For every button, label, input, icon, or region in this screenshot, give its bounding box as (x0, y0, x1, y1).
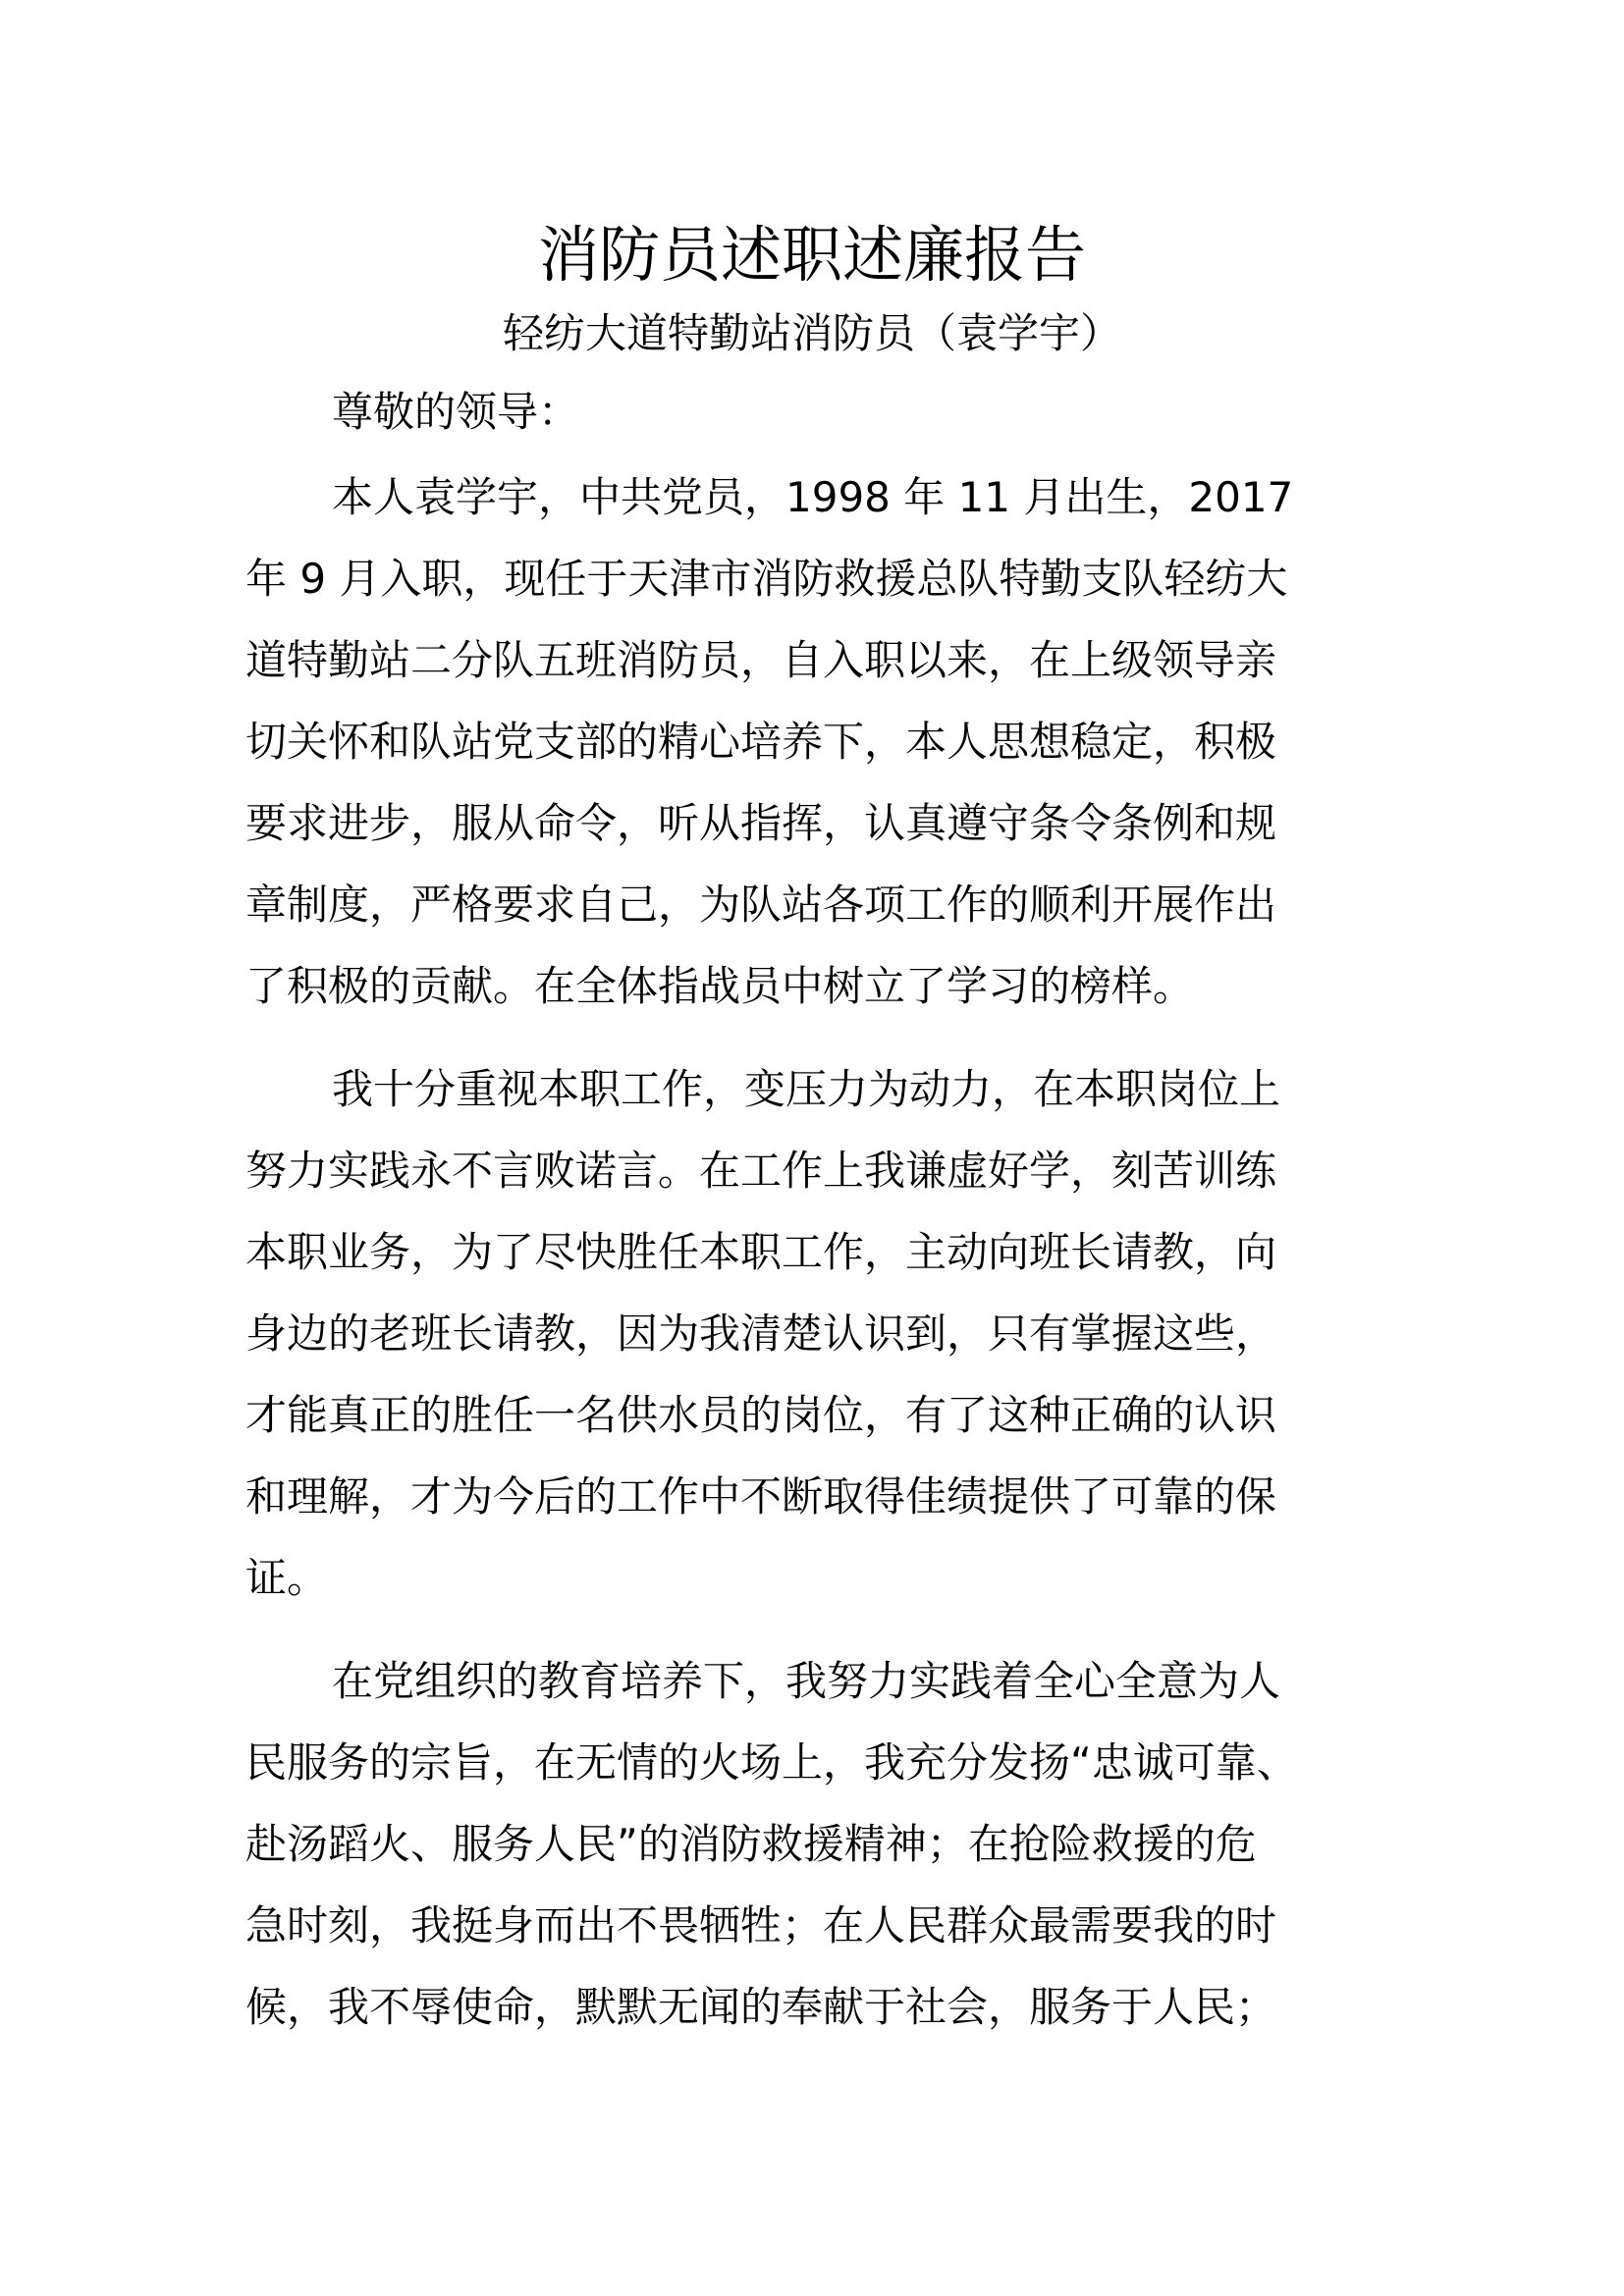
paragraph-line: 证。 (245, 1554, 329, 1602)
paragraph-line: 道特勤站二分队五班消防员，自入职以来，在上级领导亲 (245, 636, 1277, 684)
paragraph-line: 我十分重视本职工作，变压力为动力，在本职岗位上 (332, 1065, 1281, 1113)
paragraph-line: 身边的老班长请教，因为我清楚认识到，只有掌握这些， (245, 1309, 1277, 1358)
document-subtitle: 轻纺大道特勤站消防员（袁学宇） (502, 309, 1121, 357)
paragraph-line: 才能真正的胜任一名供水员的岗位，有了这种正确的认识 (245, 1391, 1277, 1439)
paragraph-line: 章制度，严格要求自己，为队站各项工作的顺利开展作出 (245, 881, 1277, 929)
paragraph-line: 本人袁学宇，中共党员，1998 年 11 月出生，2017 (332, 473, 1294, 521)
paragraph-line: 和理解，才为今后的工作中不断取得佳绩提供了可靠的保 (245, 1472, 1277, 1521)
paragraph-line: 赴汤蹈火、服务人民”的消防救援精神；在抢险救援的危 (245, 1820, 1257, 1868)
paragraph-line: 年 9 月入职，现任于天津市消防救援总队特勤支队轻纺大 (245, 555, 1288, 603)
paragraph-line: 急时刻，我挺身而出不畏牺牲；在人民群众最需要我的时 (245, 1901, 1277, 1949)
paragraph-line: 本职业务，为了尽快胜任本职工作，主动向班长请教，向 (245, 1228, 1277, 1276)
paragraph-line: 要求进步，服从命令，听从指挥，认真遵守条令条例和规 (245, 799, 1277, 847)
paragraph-line: 在党组织的教育培养下，我努力实践着全心全意为人 (332, 1657, 1281, 1705)
paragraph-line: 了积极的贡献。在全体指战员中树立了学习的榜样。 (245, 962, 1195, 1010)
document-title: 消防员述职述廉报告 (537, 219, 1086, 291)
paragraph-line: 努力实践永不言败诺言。在工作上我谦虚好学，刻苦训练 (245, 1147, 1277, 1195)
paragraph-line: 民服务的宗旨，在无情的火场上，我充分发扬“忠诚可靠、 (245, 1738, 1298, 1787)
salutation: 尊敬的领导： (332, 388, 580, 436)
paragraph-line: 切关怀和队站党支部的精心培养下，本人思想稳定，积极 (245, 718, 1277, 766)
paragraph-line: 候，我不辱使命，默默无闻的奉献于社会，服务于人民； (245, 1983, 1277, 2031)
